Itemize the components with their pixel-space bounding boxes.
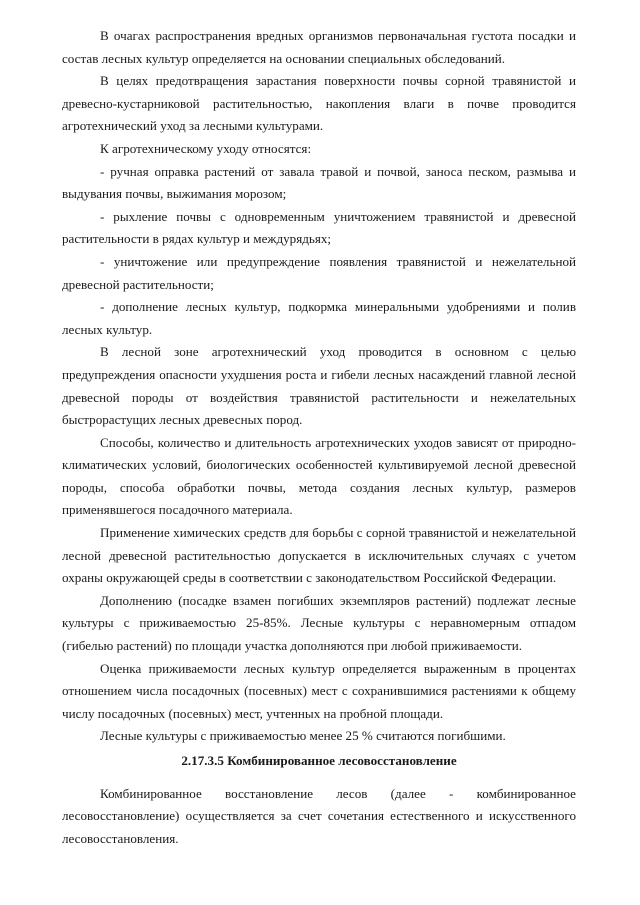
paragraph-9: Лесные культуры с приживаемостью менее 25 % считаются погибшими. (100, 728, 506, 744)
paragraph-7: Дополнению (посадке взамен погибших экземпляров растений) подлежат лесные культуры с приживаемостью 25-85%. Лесные культуры с неравномерным отпадом (гибелью растений) по площади участка дополняются при любой приживаемости. (62, 592, 576, 654)
section-heading: 2.17.3.5 Комбинированное лесовосстановление (181, 753, 457, 768)
paragraph-1: В очагах распространения вредных организмов первоначальная густота посадки и состав лесных культур определяется на основании специальных обследований. (62, 28, 576, 66)
paragraph-2: В целях предотвращения зарастания поверхности почвы сорной травянистой и древесно-кустарниковой растительностью, накопления влаги в почве проводится агротехнический уход за лесными культурами. (62, 73, 576, 134)
list-item-4: - дополнение лесных культур, подкормка минеральными удобрениями и полив лесных культур. (62, 299, 576, 337)
document-page (62, 25, 576, 850)
list-item-3: - уничтожение или предупреждение появления травянистой и нежелательной древесной растительности; (62, 253, 576, 292)
paragraph-6: Применение химических средств для борьбы с сорной травянистой и нежелательной лесной древесной растительностью допускается в исключительных случаях с учетом охраны окружающей среды в соответствии с законодательством Российской Федерации. (62, 525, 576, 586)
paragraph-4: В лесной зоне агротехнический уход проводится в основном с целью предупреждения опасности ухудшения роста и гибели лесных насаждений главной лесной древесной породы от воздействия травянистой растительности и нежелательных быстрорастущих лесных древесных пород. (62, 344, 576, 428)
list-item-2: - рыхление почвы с одновременным уничтожением травянистой и древесной растительности в рядах культур и междурядьях; (62, 208, 576, 247)
list-item-1: - ручная оправка растений от завала травой и почвой, заноса песком, размыва и выдувания почвы, выжимания морозом; (62, 163, 576, 202)
paragraph-3: К агротехническому уходу относятся: (100, 140, 312, 156)
paragraph-5: Способы, количество и длительность агротехнических уходов зависят от природно-климатических условий, биологических особенностей культивируемой лесной древесной породы, способа обработки почвы, метода создания лесных культур, размеров применявшегося посадочного материала. (62, 434, 576, 518)
paragraph-8: Оценка приживаемости лесных культур определяется выраженным в процентах отношением числа посадочных (посевных) мест с сохранившимися растениями к общему числу посадочных (посевных) мест, учтенных на пробной площади. (62, 660, 576, 721)
paragraph-10: Комбинированное восстановление лесов (далее - комбинированное лесовосстановление) осуществляется за счет сочетания естественного и искусственного лесовосстановления. (62, 785, 576, 846)
